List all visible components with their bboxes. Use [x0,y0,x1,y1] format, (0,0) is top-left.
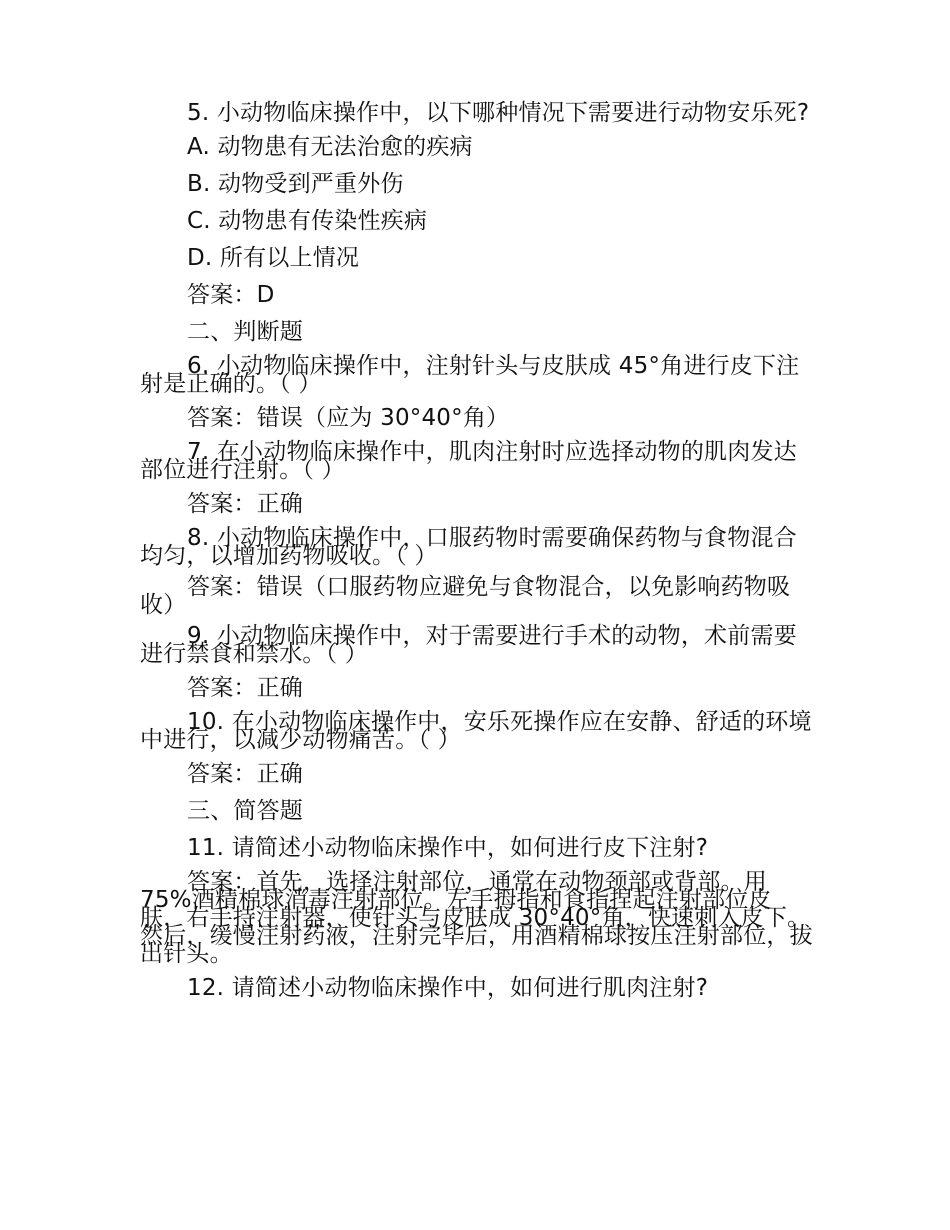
question-6: 6. 小动物临床操作中，注射针头与皮肤成 45°角进行皮下注射是正确的。（ ） [140,353,800,397]
answer-9: 答案：正确 [187,675,303,701]
question-8: 8. 小动物临床操作中，口服药物时需要确保药物与食物混合均匀，以增加药物吸收。（ ） [140,525,797,569]
question-9: 9. 小动物临床操作中，对于需要进行手术的动物，术前需要进行禁食和禁水。（ ） [140,623,797,667]
answer-8: 答案：错误（口服药物应避免与食物混合，以免影响药物吸收） [140,574,791,618]
question-11: 11. 请简述小动物临床操作中，如何进行皮下注射? [187,835,709,861]
option-c: C. 动物患有传染性疾病 [187,208,428,234]
answer-11: 答案：首先，选择注射部位，通常在动物颈部或背部。用 75%酒精棉球消毒注射部位。左手拇指和食指捏起注射部位皮肤，右手持注射器，使针头与皮肤成 30°40°角，快速刺入皮下。然后，缓慢注射药液，注射完毕后，用酒精棉球按压注射部位，拔出针头。 [140,869,813,967]
option-b: B. 动物受到严重外伤 [187,171,404,197]
section-heading-short-answer: 三、简答题 [187,798,303,824]
question-10: 10. 在小动物临床操作中，安乐死操作应在安静、舒适的环境中进行，以减少动物痛苦。（ ） [140,709,812,753]
question-5: 5. 小动物临床操作中，以下哪种情况下需要进行动物安乐死? [187,100,810,126]
document-page [140,100,815,1013]
answer-6: 答案：错误（应为 30°40°角） [187,405,510,431]
option-a: A. 动物患有无法治愈的疾病 [187,134,473,160]
question-7: 7. 在小动物临床操作中，肌肉注射时应选择动物的肌肉发达部位进行注射。（ ） [140,439,797,483]
question-12: 12. 请简述小动物临床操作中，如何进行肌肉注射? [187,975,709,1001]
option-d: D. 所有以上情况 [187,245,360,271]
answer-5: 答案：D [187,282,275,308]
answer-10: 答案：正确 [187,761,303,787]
section-heading-judgment: 二、判断题 [187,319,303,345]
answer-7: 答案：正确 [187,491,303,517]
